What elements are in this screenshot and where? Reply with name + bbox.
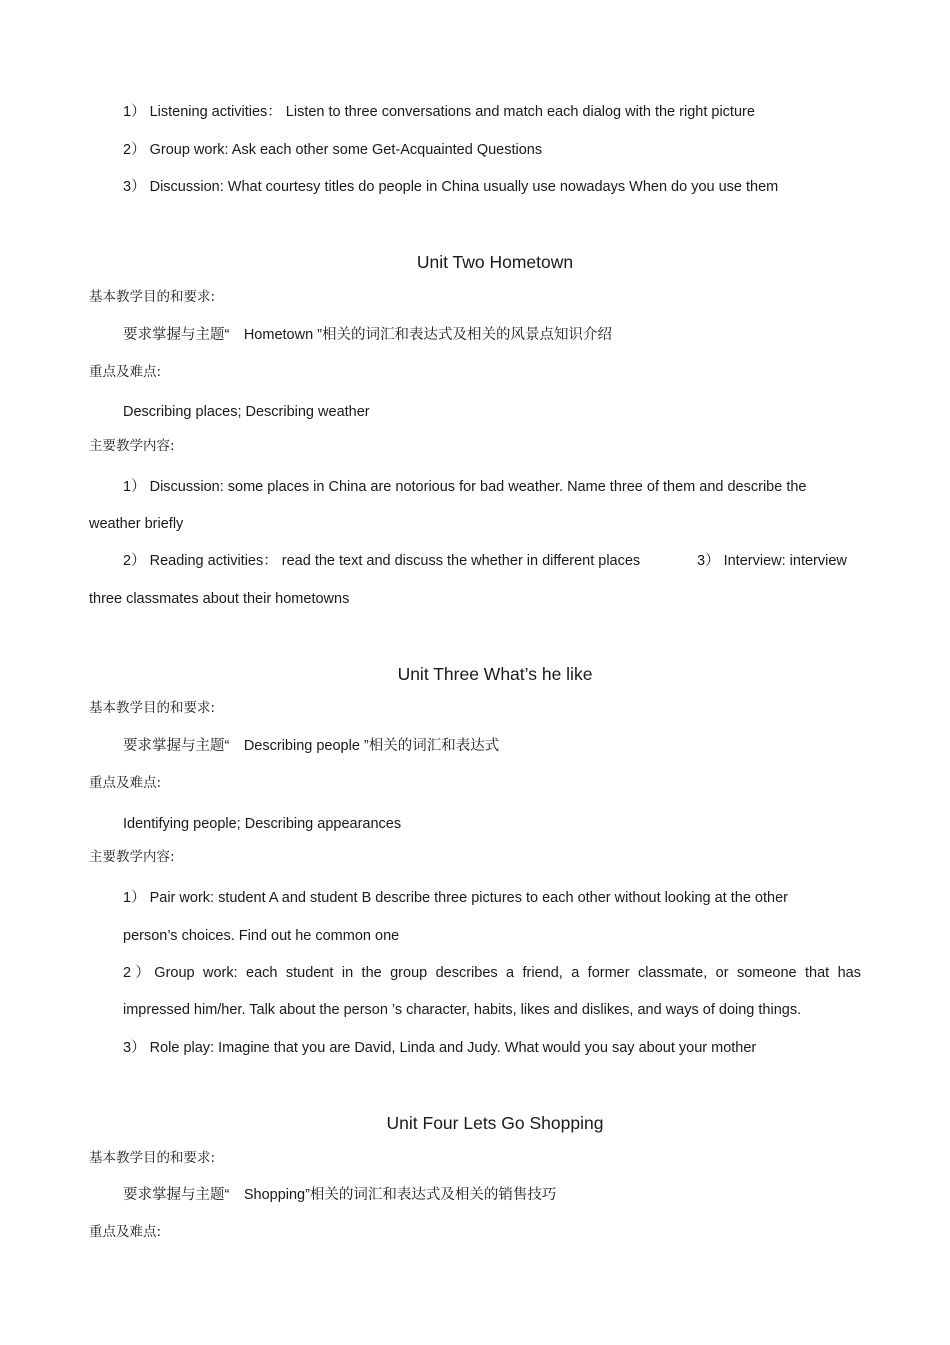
- unit-three-item-3: 3） Role play: Imagine that you are David, Linda and Judy. What would you say about your mother: [123, 1040, 757, 1056]
- unit-four-objective: 要求掌握与主题“ Shopping”相关的词汇和表达式及相关的销售技巧: [123, 1187, 557, 1203]
- unit-two-item-3: 3） Interview: interview: [697, 553, 847, 569]
- unit-three-keypoints-label: 重点及难点:: [89, 775, 162, 791]
- unit-two-keypoints: Describing places; Describing weather: [123, 404, 370, 420]
- unit-three-content-label: 主要教学内容:: [89, 849, 175, 865]
- unit-two-objective: 要求掌握与主题“ Hometown ”相关的词汇和表达式及相关的风景点知识介绍: [123, 327, 612, 343]
- unit-four-keypoints-label: 重点及难点:: [89, 1224, 162, 1240]
- intro-item-1: 1） Listening activities： Listen to three conversations and match each dialog with the right picture: [123, 104, 755, 120]
- unit-four-objective-label: 基本教学目的和要求:: [89, 1150, 216, 1166]
- intro-item-2: 2） Group work: Ask each other some Get-Acquainted Questions: [123, 142, 543, 158]
- unit-two-item-2: 2） Reading activities： read the text and discuss the whether in different places: [123, 553, 641, 569]
- unit-two-content-label: 主要教学内容:: [89, 438, 175, 454]
- unit-three-item-1-line-1: 1） Pair work: student A and student B describe three pictures to each other without looking at the other: [123, 890, 788, 906]
- unit-two-item-1-line-1: 1） Discussion: some places in China are notorious for bad weather. Name three of them and describe the: [123, 479, 807, 495]
- unit-three-item-2-line-1: 2）Group work: each student in the group describes a friend, a former classmate, or someone that has: [123, 965, 861, 981]
- unit-two-title: Unit Two Hometown: [416, 252, 574, 272]
- unit-three-title: Unit Three What’s he like: [397, 664, 593, 684]
- intro-item-3: 3） Discussion: What courtesy titles do people in China usually use nowadays When do you use them: [123, 179, 779, 195]
- unit-three-objective: 要求掌握与主题“ Describing people ”相关的词汇和表达式: [123, 738, 500, 754]
- unit-three-keypoints: Identifying people; Describing appearances: [123, 816, 402, 832]
- unit-two-keypoints-label: 重点及难点:: [89, 364, 162, 380]
- unit-two-objective-label: 基本教学目的和要求:: [89, 289, 216, 305]
- unit-three-item-1-line-2: person’s choices. Find out he common one: [123, 928, 400, 944]
- unit-two-item-1-line-2: weather briefly: [89, 516, 184, 532]
- unit-four-title: Unit Four Lets Go Shopping: [386, 1113, 604, 1133]
- unit-three-objective-label: 基本教学目的和要求:: [89, 700, 216, 716]
- unit-two-item-3-line-2: three classmates about their hometowns: [89, 591, 350, 607]
- unit-three-item-2-line-2: impressed him/her. Talk about the person ’s character, habits, likes and dislikes, and ways of doing things.: [123, 1002, 802, 1018]
